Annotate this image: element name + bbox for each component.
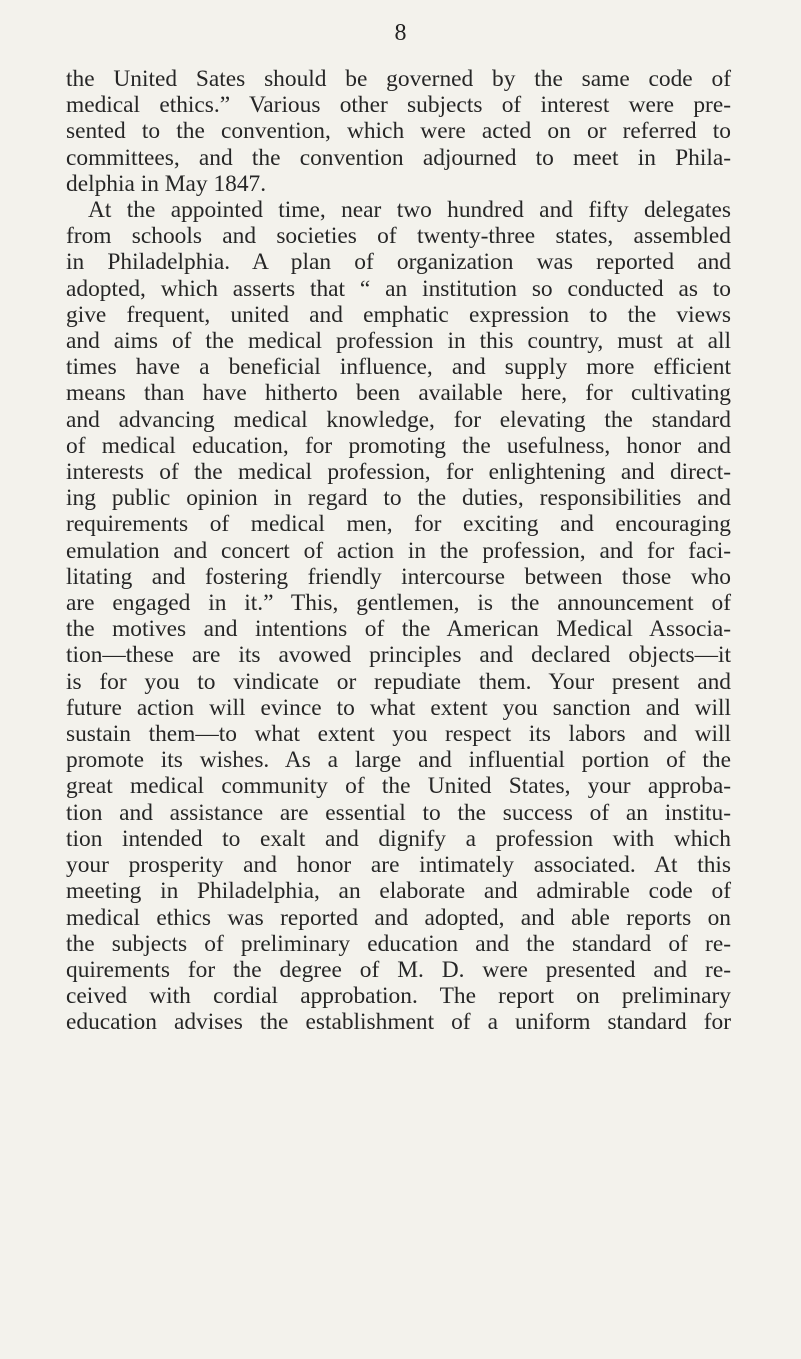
text-line: promote its wishes. As a large and influential portion of the — [66, 747, 731, 774]
text-line: ing public opinion in regard to the duties, responsibilities and — [66, 485, 731, 512]
text-line: the United Sates should be governed by the same code of — [66, 66, 731, 92]
text-line: At the appointed time, near two hundred and fifty delegates — [88, 197, 731, 224]
text-line: the motives and intentions of the American Medical Associa- — [66, 616, 731, 643]
text-line: means than have hitherto been available here, for cultivating — [66, 380, 731, 407]
text-line: tion intended to exalt and dignify a profession with which — [66, 825, 731, 852]
text-line: meeting in Philadelphia, an elaborate and admirable code of — [66, 878, 731, 905]
text-line: and aims of the medical profession in this country, must at all — [66, 328, 731, 355]
text-line: is for you to vindicate or repudiate them. Your present and — [66, 668, 731, 695]
text-line: the subjects of preliminary education and the standard of re- — [66, 930, 731, 957]
text-line: sented to the convention, which were acted on or referred to — [66, 118, 731, 145]
text-line: are engaged in it.” This, gentlemen, is the announcement of — [66, 590, 731, 617]
text-line: committees, and the convention adjourned to meet in Phila- — [66, 144, 731, 171]
text-line: in Philadelphia. A plan of organization was reported and — [66, 249, 731, 276]
text-line: adopted, which asserts that “ an institution so conducted as to — [66, 275, 731, 302]
text-line: great medical community of the United States, your approba- — [66, 773, 731, 800]
text-line: future action will evince to what extent you sanction and will — [66, 694, 731, 721]
body-text — [66, 66, 731, 1036]
text-line: sustain them—to what extent you respect its labors and will — [66, 721, 731, 748]
text-line: litating and fostering friendly intercourse between those who — [66, 563, 731, 590]
text-line: of medical education, for promoting the usefulness, honor and — [66, 432, 731, 459]
text-line: tion—these are its avowed principles and declared objects—it — [66, 642, 731, 669]
text-line: tion and assistance are essential to the success of an institu- — [66, 799, 731, 826]
text-line: from schools and societies of twenty-three states, assembled — [66, 223, 731, 250]
text-line: give frequent, united and emphatic expression to the views — [66, 301, 731, 328]
text-line: medical ethics.” Various other subjects of interest were pre- — [66, 92, 731, 119]
text-line: interests of the medical profession, for enlightening and direct- — [66, 459, 731, 486]
text-line: and advancing medical knowledge, for elevating the standard — [66, 406, 731, 433]
text-line: delphia in May 1847. — [66, 170, 267, 197]
text-line: your prosperity and honor are intimately associated. At this — [66, 852, 731, 879]
text-line: requirements of medical men, for exciting and encouraging — [66, 511, 731, 538]
text-line: quirements for the degree of M. D. were presented and re- — [66, 956, 731, 983]
text-line: emulation and concert of action in the profession, and for faci- — [66, 537, 731, 564]
text-line: medical ethics was reported and adopted, and able reports on — [66, 904, 731, 931]
text-line: education advises the establishment of a uniform standard for — [66, 1009, 731, 1036]
page-number: 8 — [394, 20, 407, 46]
text-line: ceived with cordial approbation. The report on preliminary — [66, 983, 731, 1010]
text-line: times have a beneficial influence, and supply more efficient — [66, 354, 731, 381]
